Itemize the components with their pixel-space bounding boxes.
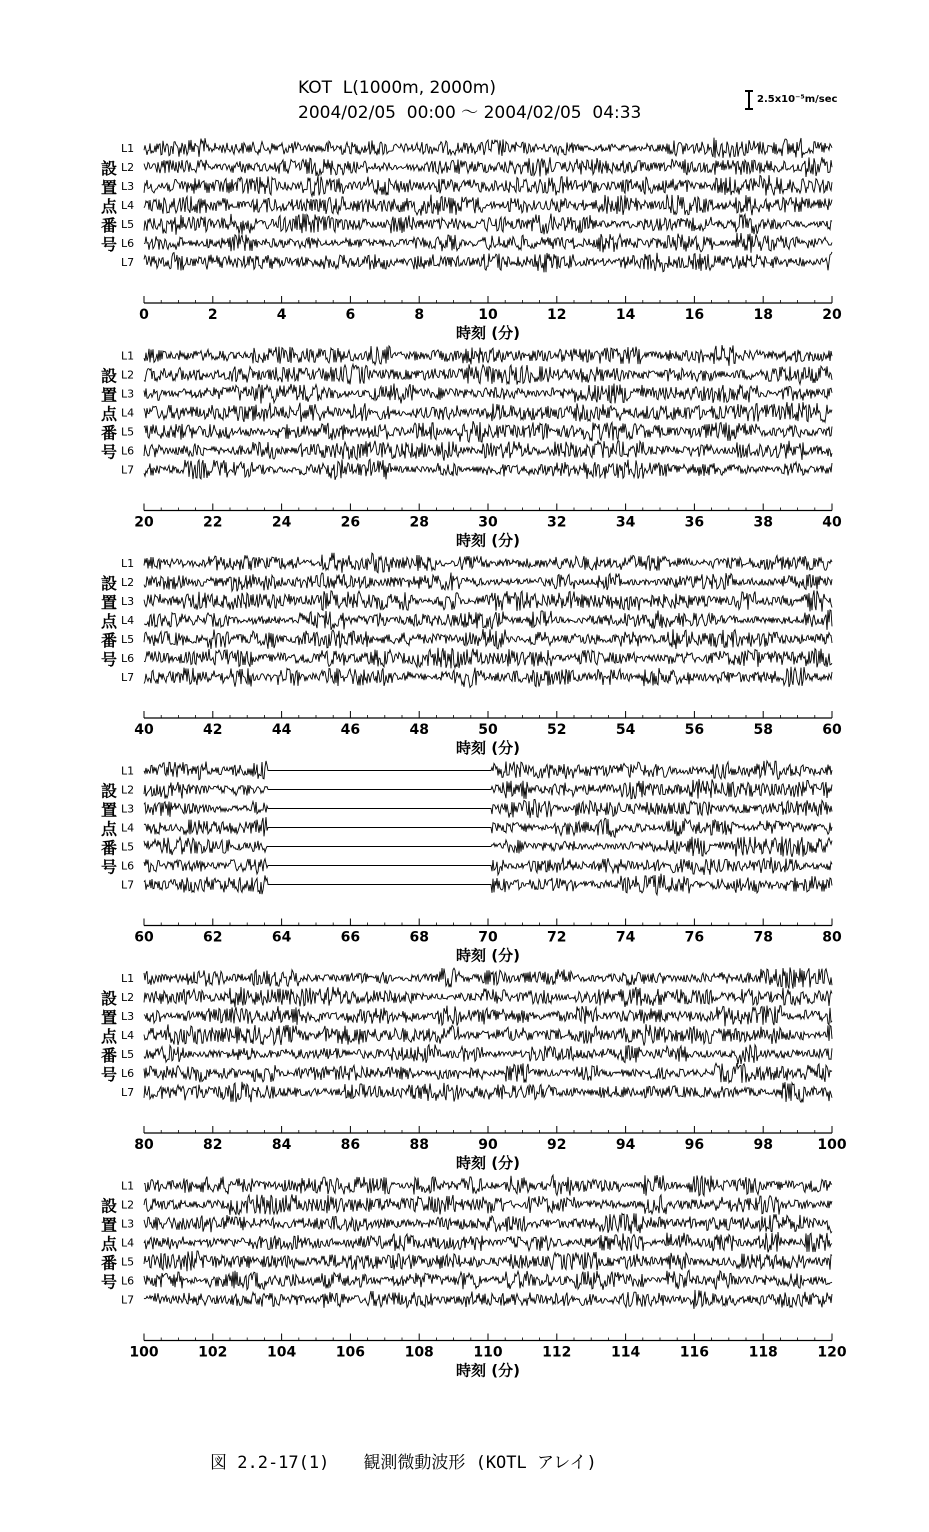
- x-tick-label: 38: [753, 514, 773, 531]
- x-tick-label: 60: [822, 722, 842, 738]
- y-axis-label: 設置点番号: [101, 159, 118, 254]
- trace-label-l1: L1: [121, 557, 135, 570]
- x-axis-label: 時刻 (分): [456, 1361, 520, 1380]
- x-tick-label: 6: [345, 307, 356, 323]
- trace-label-l4: L4: [121, 406, 135, 420]
- trace-label-l1: L1: [121, 142, 135, 155]
- trace-l6: [144, 233, 832, 253]
- x-tick-label: 112: [542, 1344, 572, 1361]
- trace-label-l2: L2: [121, 368, 135, 382]
- trace-label-l6: L6: [121, 1274, 135, 1288]
- x-tick-label: 32: [547, 514, 567, 531]
- trace-label-l6: L6: [121, 1067, 135, 1080]
- trace-label-l2: L2: [121, 1198, 135, 1212]
- trace-label-l6: L6: [121, 237, 135, 250]
- trace-label-l6: L6: [121, 859, 135, 873]
- trace-label-l7: L7: [121, 671, 135, 684]
- y-axis-label: 設置点番号: [101, 574, 118, 669]
- trace-label-l7: L7: [121, 256, 135, 269]
- x-tick-label: 92: [547, 1137, 567, 1153]
- trace-label-l3: L3: [121, 180, 135, 193]
- x-axis-label: 時刻 (分): [456, 531, 520, 550]
- trace-l6: [144, 1063, 832, 1083]
- x-tick-label: 96: [684, 1137, 705, 1153]
- trace-label-l3: L3: [121, 387, 135, 401]
- x-tick-label: 48: [409, 722, 429, 738]
- x-axis-label: 時刻 (分): [456, 1154, 520, 1172]
- trace-l3: [144, 1006, 832, 1027]
- trace-l5: [144, 837, 832, 857]
- x-tick-label: 26: [340, 514, 361, 531]
- x-tick-label: 8: [414, 307, 425, 323]
- x-tick-label: 100: [129, 1344, 159, 1361]
- trace-l7: [144, 459, 832, 479]
- chart-title-line2: 2004/02/05 00:00 ～ 2004/02/05 04:33: [298, 103, 642, 123]
- trace-label-l3: L3: [121, 802, 135, 816]
- panel-2: [101, 345, 842, 549]
- trace-l1: [144, 1175, 832, 1196]
- x-tick-label: 60: [134, 929, 154, 946]
- trace-l6: [144, 648, 832, 669]
- trace-l4: [144, 1024, 832, 1045]
- x-tick-label: 50: [478, 722, 498, 738]
- x-tick-label: 2: [207, 307, 218, 323]
- panel-6: [101, 1175, 847, 1379]
- x-tick-label: 102: [198, 1344, 228, 1361]
- trace-l7: [144, 1082, 832, 1103]
- x-tick-label: 24: [271, 514, 292, 531]
- x-tick-label: 14: [615, 307, 636, 323]
- x-tick-label: 94: [615, 1137, 636, 1153]
- x-tick-label: 116: [679, 1344, 710, 1361]
- x-tick-label: 80: [134, 1137, 154, 1153]
- x-tick-label: 104: [266, 1344, 297, 1361]
- x-tick-label: 4: [276, 307, 287, 323]
- trace-label-l5: L5: [121, 840, 135, 854]
- x-tick-label: 120: [817, 1344, 847, 1361]
- x-tick-label: 46: [340, 722, 361, 738]
- trace-label-l6: L6: [121, 652, 135, 665]
- y-axis-label: 設置点番号: [101, 781, 118, 877]
- trace-l6: [144, 441, 832, 461]
- trace-label-l7: L7: [121, 1086, 135, 1099]
- trace-l6: [144, 857, 832, 875]
- trace-l3: [144, 1213, 832, 1233]
- trace-l4: [144, 402, 832, 422]
- x-tick-label: 110: [473, 1344, 503, 1361]
- trace-label-l1: L1: [121, 764, 135, 778]
- x-tick-label: 58: [753, 722, 773, 738]
- trace-label-l2: L2: [121, 576, 135, 589]
- x-tick-label: 52: [547, 722, 567, 738]
- x-tick-label: 72: [547, 929, 567, 946]
- trace-label-l7: L7: [121, 1293, 135, 1307]
- y-axis-label: 設置点番号: [101, 1196, 118, 1292]
- x-tick-label: 28: [409, 514, 429, 531]
- trace-label-l3: L3: [121, 1010, 135, 1023]
- x-tick-label: 76: [684, 929, 705, 946]
- x-tick-label: 44: [271, 722, 292, 738]
- x-tick-label: 88: [409, 1137, 429, 1153]
- trace-label-l4: L4: [121, 1236, 135, 1250]
- x-axis-label: 時刻 (分): [456, 946, 520, 965]
- trace-label-l4: L4: [121, 614, 135, 627]
- trace-l1: [144, 761, 832, 780]
- trace-l2: [144, 364, 832, 384]
- x-tick-label: 20: [822, 307, 842, 323]
- trace-label-l4: L4: [121, 821, 135, 835]
- x-tick-label: 20: [134, 514, 154, 531]
- trace-l5: [144, 214, 832, 235]
- x-tick-label: 106: [335, 1344, 366, 1361]
- x-tick-label: 34: [615, 514, 636, 531]
- trace-l4: [144, 610, 832, 630]
- trace-label-l2: L2: [121, 161, 135, 174]
- x-tick-label: 68: [409, 929, 429, 946]
- trace-l4: [144, 195, 832, 216]
- trace-l7: [144, 1290, 832, 1309]
- chart-title-line1: KOT L(1000m, 2000m): [298, 78, 496, 98]
- trace-label-l2: L2: [121, 991, 135, 1004]
- x-tick-label: 82: [203, 1137, 223, 1153]
- x-tick-label: 10: [478, 307, 498, 323]
- x-tick-label: 66: [340, 929, 361, 946]
- panel-5: [101, 968, 847, 1173]
- trace-l1: [144, 553, 832, 573]
- trace-label-l4: L4: [121, 1029, 135, 1042]
- trace-label-l1: L1: [121, 349, 135, 363]
- trace-label-l1: L1: [121, 972, 135, 985]
- scale-label: 2.5x10⁻⁵m/sec: [757, 94, 838, 105]
- x-tick-label: 30: [478, 514, 498, 531]
- trace-label-l1: L1: [121, 1179, 135, 1193]
- x-tick-label: 18: [753, 307, 773, 323]
- trace-label-l2: L2: [121, 783, 135, 797]
- x-tick-label: 100: [817, 1137, 847, 1153]
- trace-l1: [144, 968, 832, 989]
- trace-l2: [144, 987, 832, 1007]
- x-tick-label: 64: [271, 929, 292, 946]
- trace-label-l5: L5: [121, 633, 135, 646]
- figure-caption: 図 2.2-17(1) 観測微動波形 (KOTL アレイ): [210, 1453, 597, 1473]
- trace-label-l4: L4: [121, 199, 135, 212]
- trace-l5: [144, 1045, 832, 1065]
- trace-label-l5: L5: [121, 425, 135, 439]
- x-axis-label: 時刻 (分): [456, 739, 520, 757]
- trace-label-l5: L5: [121, 1255, 135, 1269]
- x-tick-label: 36: [684, 514, 705, 531]
- trace-label-l7: L7: [121, 878, 135, 892]
- x-tick-label: 16: [684, 307, 705, 323]
- x-tick-label: 54: [615, 722, 636, 738]
- x-tick-label: 78: [753, 929, 773, 946]
- trace-l3: [144, 384, 832, 404]
- trace-l3: [144, 590, 832, 611]
- x-tick-label: 22: [203, 514, 223, 531]
- trace-l7: [144, 667, 832, 688]
- trace-label-l6: L6: [121, 444, 135, 458]
- x-tick-label: 12: [547, 307, 567, 323]
- trace-l5: [144, 1251, 832, 1271]
- trace-l6: [144, 1270, 832, 1290]
- trace-l2: [144, 779, 832, 799]
- trace-l2: [144, 1194, 832, 1214]
- x-tick-label: 114: [610, 1344, 641, 1361]
- trace-l2: [144, 573, 832, 592]
- trace-l2: [144, 157, 832, 177]
- trace-label-l3: L3: [121, 595, 135, 608]
- x-tick-label: 86: [340, 1137, 361, 1153]
- trace-label-l3: L3: [121, 1217, 135, 1231]
- x-tick-label: 42: [203, 722, 223, 738]
- x-tick-label: 40: [822, 514, 842, 531]
- x-tick-label: 56: [684, 722, 705, 738]
- trace-label-l5: L5: [121, 218, 135, 231]
- trace-l7: [144, 874, 832, 895]
- trace-label-l7: L7: [121, 463, 135, 477]
- trace-l4: [144, 1232, 832, 1252]
- trace-l1: [144, 138, 832, 158]
- x-tick-label: 84: [271, 1137, 292, 1153]
- x-axis-label: 時刻 (分): [456, 324, 520, 342]
- panel-3: [101, 553, 842, 757]
- trace-l7: [144, 252, 832, 272]
- x-tick-label: 108: [404, 1344, 434, 1361]
- panel-1: [101, 138, 842, 342]
- x-tick-label: 62: [203, 929, 223, 946]
- panel-4: [101, 761, 842, 965]
- trace-l3: [144, 175, 832, 196]
- x-tick-label: 118: [748, 1344, 778, 1361]
- trace-label-l5: L5: [121, 1048, 135, 1061]
- trace-l4: [144, 817, 832, 837]
- x-tick-label: 70: [478, 929, 498, 946]
- x-tick-label: 90: [478, 1137, 498, 1153]
- x-tick-label: 80: [822, 929, 842, 946]
- x-tick-label: 40: [134, 722, 154, 738]
- trace-l1: [144, 345, 832, 366]
- y-axis-label: 設置点番号: [101, 366, 118, 462]
- y-axis-label: 設置点番号: [101, 989, 118, 1084]
- trace-l5: [144, 421, 832, 442]
- x-tick-label: 74: [615, 929, 636, 946]
- x-tick-label: 0: [139, 307, 149, 323]
- trace-l3: [144, 799, 832, 818]
- trace-l5: [144, 629, 832, 649]
- x-tick-label: 98: [753, 1137, 773, 1153]
